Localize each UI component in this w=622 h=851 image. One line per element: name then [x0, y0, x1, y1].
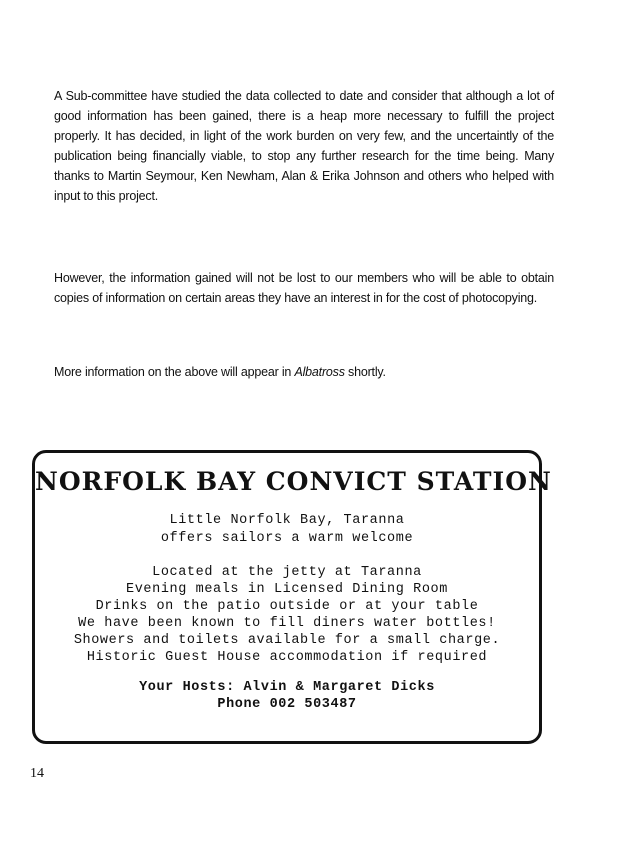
ad-feature-line: Located at the jetty at Taranna: [152, 565, 422, 580]
paragraph-subcommittee: A Sub-committee have studied the data collected to date and consider that although a lot of good information has been gained, there is a heap more necessary to fulfill the project properly. It has decided, in light of the work burden on very few, and the uncertaintly of the publication being financially viable, to stop any further research for the time being. Many thanks to Martin Seymour, Ken Newham, Alan & Erika Johnson and others who helped with input to this project.: [54, 89, 554, 203]
ad-location-line-2: offers sailors a warm welcome: [160, 531, 414, 546]
ad-location-line-1: Little Norfolk Bay, Taranna: [169, 513, 405, 528]
paragraph-albatross: [54, 362, 554, 382]
ad-phone: Phone 002 503487: [217, 697, 357, 712]
advertisement-box: [32, 450, 552, 744]
paragraph-information: However, the information gained will not be lost to our members who will be able to obtain copies of information on certain areas they have an interest in for the cost of photocopying.: [54, 271, 554, 305]
paragraph-albatross-text-after: shortly.: [344, 365, 386, 379]
ad-feature-line: Showers and toilets available for a small charge.: [73, 633, 501, 648]
albatross-title: Albatross: [294, 365, 345, 379]
page-number: 14: [30, 766, 44, 781]
ad-feature-line: We have been known to fill diners water bottles!: [78, 616, 496, 631]
ad-hosts: Your Hosts: Alvin & Margaret Dicks: [139, 680, 435, 695]
ad-feature-line: Evening meals in Licensed Dining Room: [126, 582, 448, 597]
ad-title: NORFOLK BAY CONVICT STATION: [35, 467, 552, 496]
ad-feature-line: Historic Guest House accommodation if required: [86, 650, 488, 665]
ad-feature-line: Drinks on the patio outside or at your table: [95, 599, 479, 614]
paragraph-albatross-text-before: More information on the above will appear in: [54, 365, 295, 379]
